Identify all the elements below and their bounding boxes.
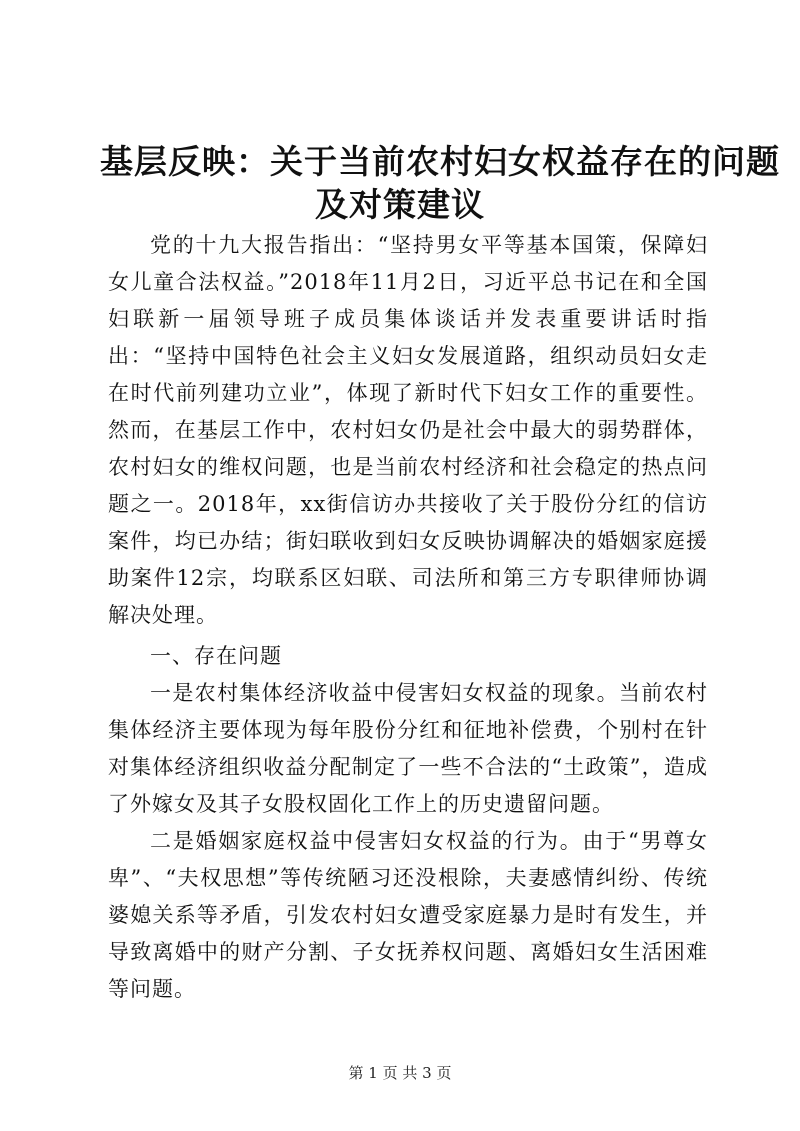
- page-footer: 第 1 页 共 3 页: [348, 1064, 452, 1082]
- document-title-line-1: 基层反映：关于当前农村妇女权益存在的问题: [100, 142, 780, 181]
- document-title-line-2: 及对策建议: [315, 185, 485, 224]
- section-heading-problems: 一、存在问题: [150, 644, 282, 668]
- paragraph-intro: 党的十九大报告指出：“坚持男女平等基本国策，保障妇女儿童合法权益。”2018年11月2日，习近平总书记在和全国妇联新一届领导班子成员集体谈话并发表重要讲话时指出：“坚持中国特色社会主义妇女发展道路，组织动员妇女走在时代前列建功立业”，体现了新时代下妇女工作的重要性。然而，在基层工作中，农村妇女仍是社会中最大的弱势群体，农村妇女的维权问题，也是当前农村经济和社会稳定的热点问题之一。2018年，xx街信访办共接收了关于股份分红的信访案件，均已办结；街妇联收到妇女反映协调解决的婚姻家庭援助案件12宗，均联系区妇联、司法所和第三方专职律师协调解决处理。: [108, 233, 708, 627]
- paragraph-problem-one: 一是农村集体经济收益中侵害妇女权益的现象。当前农村集体经济主要体现为每年股份分红和征地补偿费，个别村在针对集体经济组织收益分配制定了一些不合法的“土政策”，造成了外嫁女及其子女股权固化工作上的历史遗留问题。: [108, 681, 708, 816]
- paragraph-problem-two: 二是婚姻家庭权益中侵害妇女权益的行为。由于“男尊女卑”、“夫权思想”等传统陋习还没根除，夫妻感情纠纷、传统婆媳关系等矛盾，引发农村妇女遭受家庭暴力是时有发生，并导致离婚中的财产分割、子女抚养权问题、离婚妇女生活困难等问题。: [108, 829, 708, 1001]
- document-body: [108, 227, 708, 1008]
